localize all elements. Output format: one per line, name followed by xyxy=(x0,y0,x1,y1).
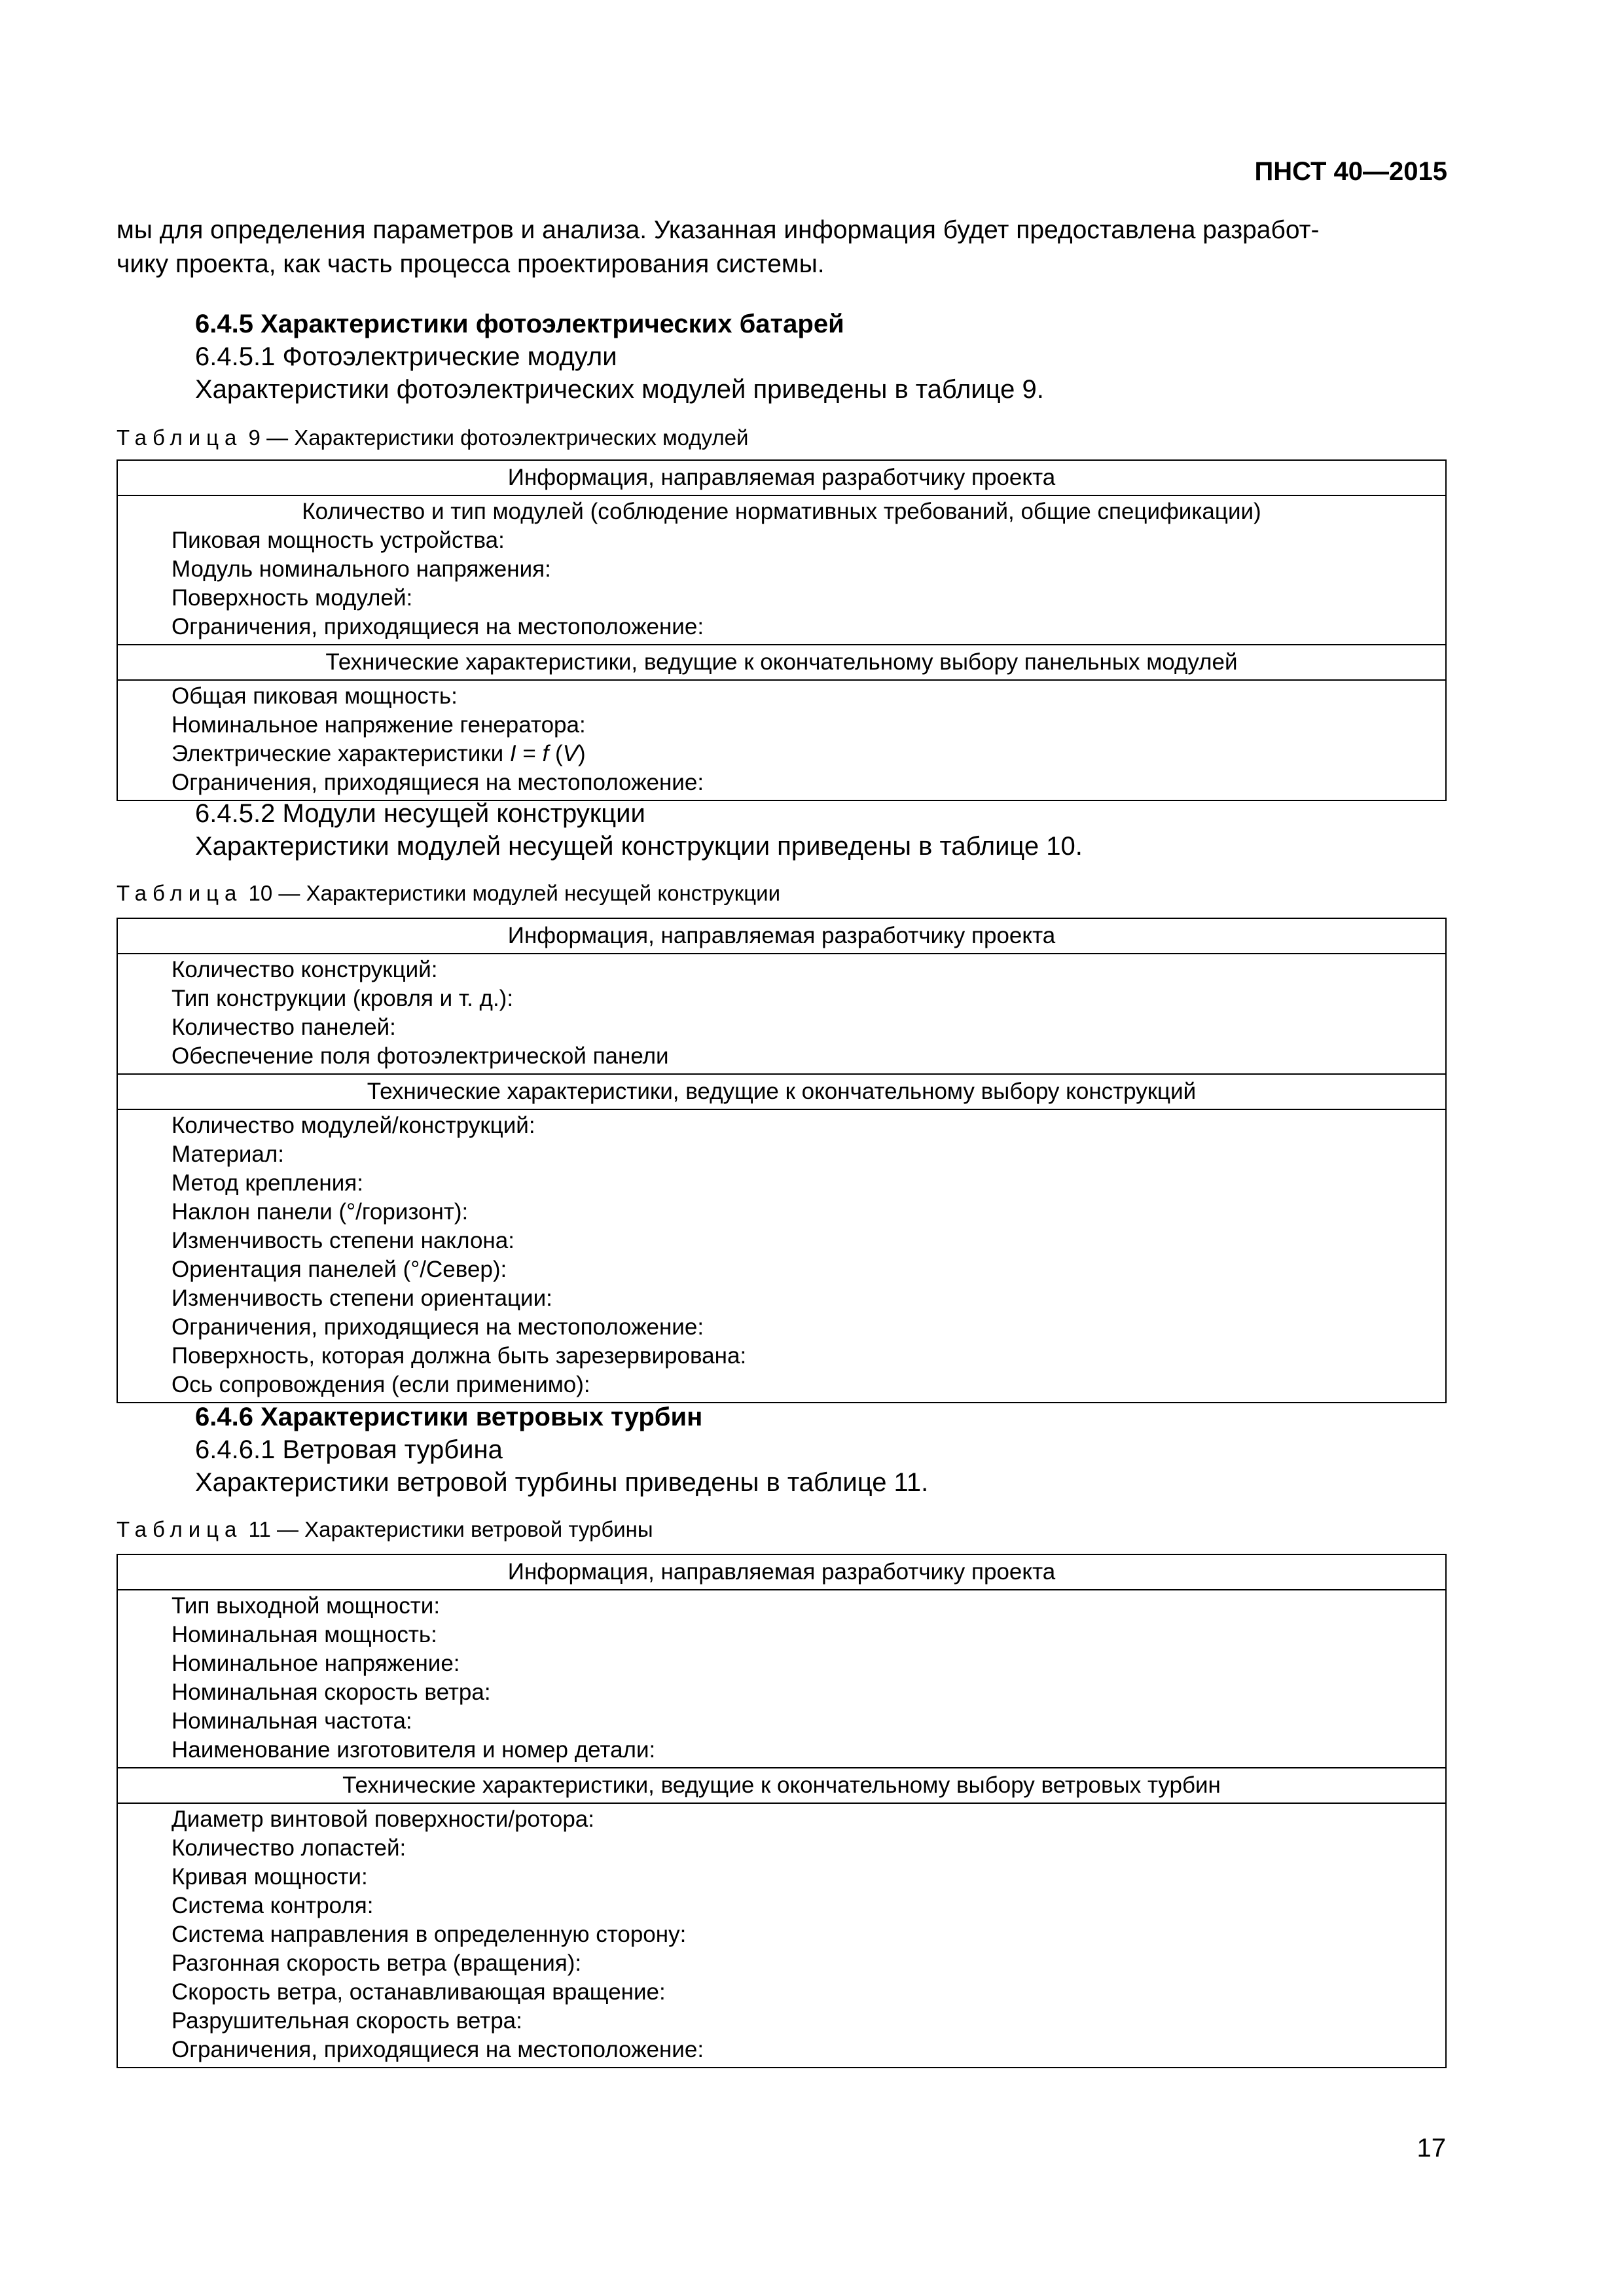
section-text: Характеристики ветровой турбины приведены в таблице 11. xyxy=(195,1468,929,1497)
table-group-1 xyxy=(117,495,1446,645)
section-heading: 6.4.6 Характеристики ветровых турбин xyxy=(195,1403,703,1431)
table-header: Информация, направляемая разработчику проекта xyxy=(117,918,1446,954)
table-row: Номинальное напряжение: xyxy=(171,1651,460,1676)
table-row: Ограничения, приходящиеся на местоположение: xyxy=(171,2037,704,2062)
table-row: Электрические характеристики I = f (V) xyxy=(171,741,586,766)
subsection-title: 6.4.5.2 Модули несущей конструкции xyxy=(195,799,645,828)
table-row: Изменчивость степени ориентации: xyxy=(171,1285,552,1311)
table-row: Кривая мощности: xyxy=(171,1864,368,1890)
intro-line-2: чику проекта, как часть процесса проектирования системы. xyxy=(117,250,825,278)
table-subheader: Технические характеристики, ведущие к окончательному выбору панельных модулей xyxy=(117,645,1446,680)
table-subheader: Технические характеристики, ведущие к окончательному выбору ветровых турбин xyxy=(117,1768,1446,1803)
section-text: Характеристики фотоэлектрических модулей приведены в таблице 9. xyxy=(195,375,1044,404)
caption-prefix: Таблица xyxy=(117,881,243,905)
table-row: Номинальная скорость ветра: xyxy=(171,1679,491,1705)
table-subheader: Технические характеристики, ведущие к окончательному выбору конструкций xyxy=(117,1074,1446,1109)
table-9-caption xyxy=(117,425,748,450)
caption-title: 9 — Характеристики фотоэлектрических модулей xyxy=(242,425,749,450)
section-6-4-5-2 xyxy=(195,797,1083,863)
table-group-1 xyxy=(117,1590,1446,1768)
table-header: Информация, направляемая разработчику проекта xyxy=(117,1554,1446,1590)
table-header: Информация, направляемая разработчику проекта xyxy=(117,460,1446,495)
table-row: Система направления в определенную сторону: xyxy=(171,1922,687,1947)
table-row: Количество модулей/конструкций: xyxy=(171,1113,535,1138)
group-title: Количество и тип модулей (соблюдение нормативных требований, общие спецификации) xyxy=(302,499,1261,524)
table-row: Ограничения, приходящиеся на местоположение: xyxy=(171,770,704,795)
table-row: Номинальная мощность: xyxy=(171,1622,437,1647)
table-row: Изменчивость степени наклона: xyxy=(171,1228,514,1253)
table-row: Тип выходной мощности: xyxy=(171,1593,441,1619)
table-row: Ориентация панелей (°/Север): xyxy=(171,1257,507,1282)
subsection-title: 6.4.5.1 Фотоэлектрические модули xyxy=(195,342,617,371)
table-group-2 xyxy=(117,1109,1446,1403)
section-6-4-6 xyxy=(195,1401,928,1499)
table-row: Диаметр винтовой поверхности/ротора: xyxy=(171,1806,594,1832)
document-code: ПНСТ 40—2015 xyxy=(1254,157,1447,186)
table-row: Количество панелей: xyxy=(171,1014,396,1040)
table-row: Количество лопастей: xyxy=(171,1835,406,1861)
table-row: Пиковая мощность устройства: xyxy=(171,528,505,553)
table-row: Общая пиковая мощность: xyxy=(171,683,458,709)
intro-paragraph xyxy=(117,213,1445,281)
table-row: Наклон панели (°/горизонт): xyxy=(171,1199,469,1225)
table-11 xyxy=(117,1554,1447,2068)
table-row: Разгонная скорость ветра (вращения): xyxy=(171,1950,582,1976)
table-row: Ограничения, приходящиеся на местоположение: xyxy=(171,614,704,639)
page-number: 17 xyxy=(1416,2134,1446,2162)
caption-prefix: Таблица xyxy=(117,425,243,450)
table-10-caption xyxy=(117,881,780,906)
table-11-caption xyxy=(117,1517,653,1542)
table-group-2 xyxy=(117,1803,1446,2068)
table-row: Модуль номинального напряжения: xyxy=(171,556,551,582)
table-10 xyxy=(117,918,1447,1403)
caption-title: 10 — Характеристики модулей несущей конструкции xyxy=(242,881,781,905)
table-row: Материал: xyxy=(171,1141,284,1167)
table-row: Разрушительная скорость ветра: xyxy=(171,2008,522,2034)
table-row: Номинальное напряжение генератора: xyxy=(171,712,586,738)
table-row: Система контроля: xyxy=(171,1893,374,1918)
table-row: Ограничения, приходящиеся на местоположение: xyxy=(171,1314,704,1340)
table-row: Обеспечение поля фотоэлектрической панели xyxy=(171,1043,669,1069)
table-row: Наименование изготовителя и номер детали: xyxy=(171,1737,656,1763)
table-row: Ось сопровождения (если применимо): xyxy=(171,1372,590,1397)
table-row: Поверхность, которая должна быть зарезервирована: xyxy=(171,1343,747,1369)
section-6-4-5 xyxy=(195,308,1044,406)
intro-line-1: мы для определения параметров и анализа. Указанная информация будет предоставлена разработ- xyxy=(117,216,1320,244)
table-row: Номинальная частота: xyxy=(171,1708,412,1734)
section-heading: 6.4.5 Характеристики фотоэлектрических батарей xyxy=(195,310,844,338)
table-row: Поверхность модулей: xyxy=(171,585,413,611)
caption-title: 11 — Характеристики ветровой турбины xyxy=(242,1517,653,1541)
subsection-title: 6.4.6.1 Ветровая турбина xyxy=(195,1435,503,1464)
section-text: Характеристики модулей несущей конструкции приведены в таблице 10. xyxy=(195,832,1083,861)
table-row: Количество конструкций: xyxy=(171,957,438,982)
table-row: Тип конструкции (кровля и т. д.): xyxy=(171,986,514,1011)
table-group-1 xyxy=(117,954,1446,1074)
table-row: Метод крепления: xyxy=(171,1170,363,1196)
table-group-2 xyxy=(117,680,1446,800)
caption-prefix: Таблица xyxy=(117,1517,243,1541)
table-9 xyxy=(117,459,1447,801)
table-row: Скорость ветра, останавливающая вращение: xyxy=(171,1979,666,2005)
